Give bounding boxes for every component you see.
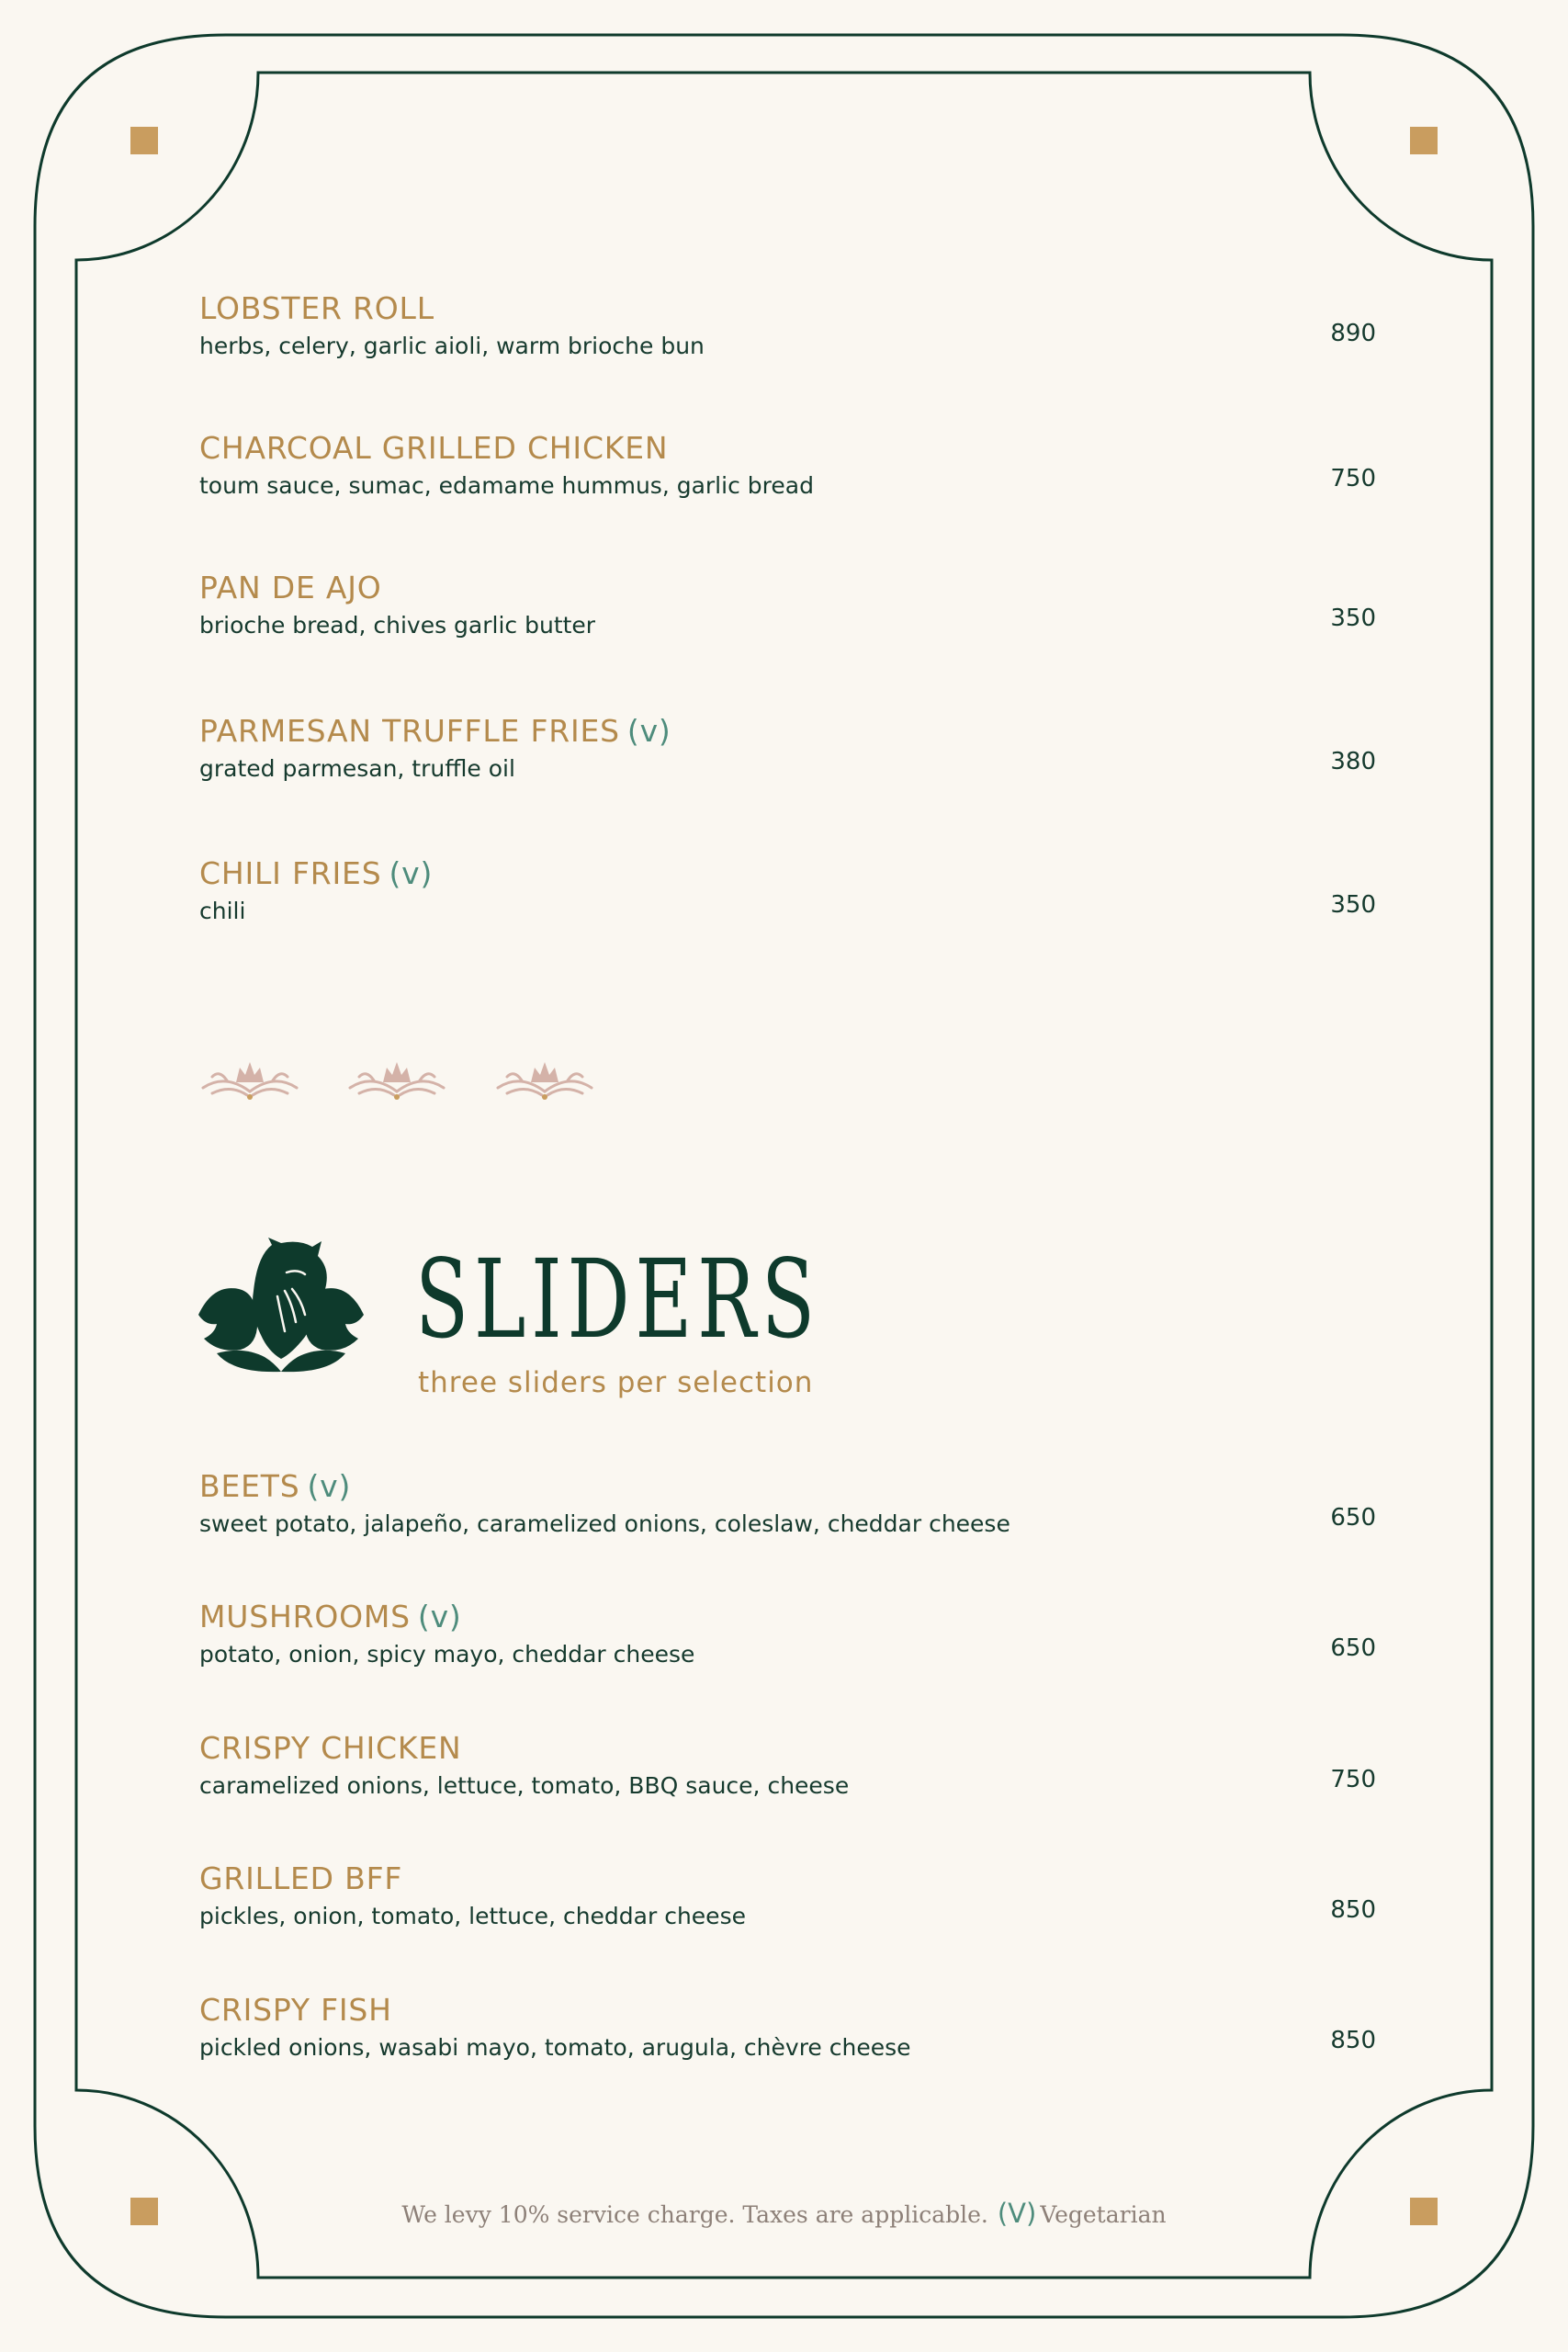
item-price: 850 xyxy=(1330,1896,1376,1924)
veg-mark: (v) xyxy=(417,1599,462,1634)
service-charge-note: We levy 10% service charge. Taxes are applicable. xyxy=(401,2201,988,2228)
item-name: PARMESAN TRUFFLE FRIES (v) xyxy=(199,713,671,749)
item-description: herbs, celery, garlic aioli, warm brioche bun xyxy=(199,333,705,359)
item-price: 380 xyxy=(1330,748,1376,775)
panther-lotus-icon xyxy=(197,1236,366,1375)
item-price: 650 xyxy=(1330,1634,1376,1662)
item-name: CRISPY FISH xyxy=(199,1992,392,2028)
item-price: 350 xyxy=(1330,891,1376,919)
item-name: CHILI FRIES (v) xyxy=(199,855,434,891)
item-name: CRISPY CHICKEN xyxy=(199,1730,462,1766)
section-subtitle: three sliders per selection xyxy=(418,1366,814,1399)
lotus-ornament-icon xyxy=(199,1057,300,1101)
item-name: LOBSTER ROLL xyxy=(199,290,434,326)
item-name: CHARCOAL GRILLED CHICKEN xyxy=(199,430,669,466)
item-price: 750 xyxy=(1330,465,1376,492)
item-description: grated parmesan, truffle oil xyxy=(199,755,515,782)
item-description: chili xyxy=(199,898,246,924)
item-name: MUSHROOMS (v) xyxy=(199,1599,462,1634)
veg-mark: (v) xyxy=(307,1468,352,1504)
veg-symbol: (V) xyxy=(997,2198,1037,2229)
veg-mark: (v) xyxy=(626,713,671,749)
item-price: 650 xyxy=(1330,1504,1376,1532)
veg-label: Vegetarian xyxy=(1040,2201,1167,2228)
item-description: potato, onion, spicy mayo, cheddar cheese xyxy=(199,1641,695,1668)
item-description: pickles, onion, tomato, lettuce, cheddar cheese xyxy=(199,1903,746,1929)
veg-mark: (v) xyxy=(389,855,434,891)
item-description: sweet potato, jalapeño, caramelized onions, coleslaw, cheddar cheese xyxy=(199,1510,1010,1537)
ornament-divider xyxy=(199,1057,637,1105)
item-name: PAN DE AJO xyxy=(199,570,382,605)
item-price: 890 xyxy=(1330,320,1376,347)
item-description: brioche bread, chives garlic butter xyxy=(199,612,596,639)
item-description: pickled onions, wasabi mayo, tomato, arugula, chèvre cheese xyxy=(199,2034,911,2061)
footer-note xyxy=(0,2198,1568,2229)
item-price: 850 xyxy=(1330,2027,1376,2054)
corner-square-top-left xyxy=(130,127,158,154)
item-price: 350 xyxy=(1330,605,1376,632)
item-description: toum sauce, sumac, edamame hummus, garlic bread xyxy=(199,472,814,499)
item-name: GRILLED BFF xyxy=(199,1860,403,1896)
lotus-ornament-icon xyxy=(494,1057,595,1101)
section-title: SLIDERS xyxy=(415,1236,820,1363)
item-price: 750 xyxy=(1330,1766,1376,1793)
corner-square-top-right xyxy=(1410,127,1438,154)
item-description: caramelized onions, lettuce, tomato, BBQ sauce, cheese xyxy=(199,1772,850,1799)
item-name: BEETS (v) xyxy=(199,1468,352,1504)
lotus-ornament-icon xyxy=(346,1057,447,1101)
